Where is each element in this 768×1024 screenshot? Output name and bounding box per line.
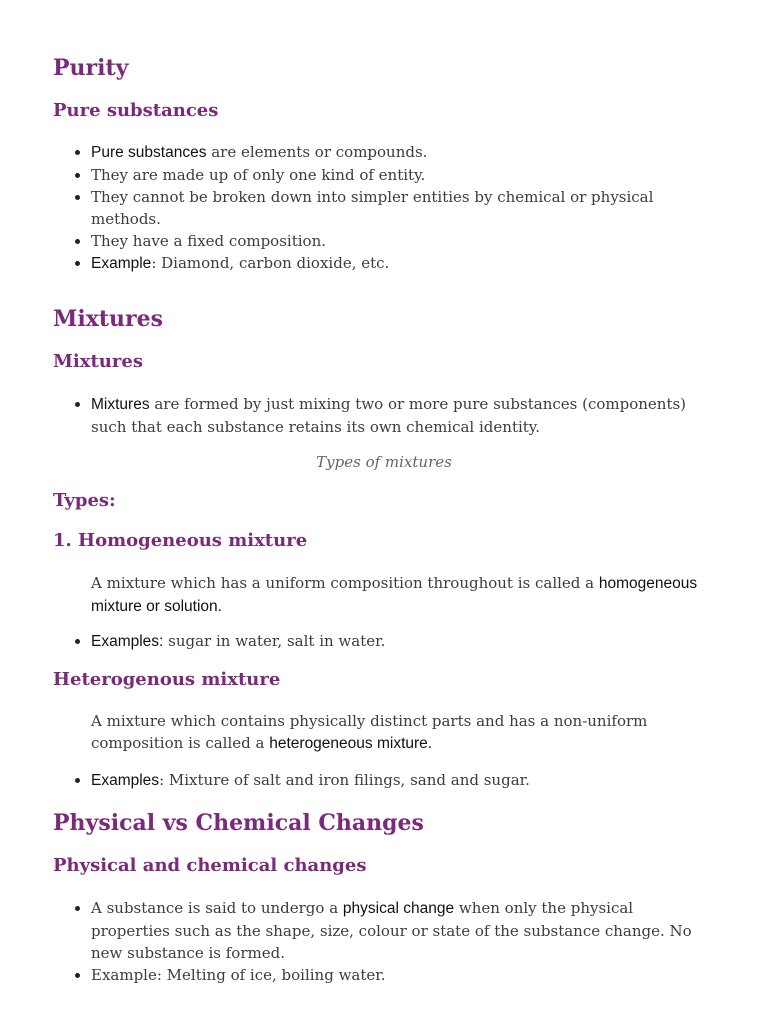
bold-term: homogeneous mixture or solution. — [91, 575, 698, 615]
bold-term: Examples: — [91, 633, 164, 650]
list-item — [91, 897, 716, 964]
item-text: They have a fixed composition. — [91, 232, 326, 250]
bold-term: Pure substances — [91, 144, 207, 161]
list-item — [91, 964, 716, 986]
heterogeneous-examples-list — [91, 769, 716, 792]
heterogeneous-definition — [91, 710, 716, 755]
subheading-heterogenous: Heterogenous mixture — [53, 669, 281, 690]
bold-term: physical change — [342, 900, 455, 917]
para-text: A mixture which has a uniform composition throughout is called a — [91, 574, 599, 592]
bold-term: heterogeneous mixture. — [269, 735, 433, 752]
changes-list — [91, 897, 716, 986]
item-text: Example: Melting of ice, boiling water. — [91, 966, 386, 984]
subheading-mixtures: Mixtures — [53, 351, 143, 372]
figure-caption: Types of mixtures — [316, 453, 452, 471]
list-item — [91, 393, 716, 438]
list-item — [91, 769, 716, 792]
subheading-pure-substances: Pure substances — [53, 100, 219, 121]
heading-mixtures: Mixtures — [53, 306, 163, 332]
subheading-types: Types: — [53, 490, 116, 511]
mixtures-list — [91, 393, 716, 438]
list-item — [91, 141, 716, 164]
bold-term: Example — [91, 255, 152, 272]
subheading-physical-chemical: Physical and chemical changes — [53, 855, 367, 876]
bold-term: Examples — [91, 772, 160, 789]
item-text: : Diamond, carbon dioxide, etc. — [151, 254, 390, 272]
list-item — [91, 164, 716, 186]
homogeneous-definition — [91, 572, 716, 618]
bold-term: Mixtures — [91, 396, 150, 413]
list-item — [91, 186, 716, 230]
para-text: A mixture which contains physically distinct parts and has a non-uniform composition is called a — [91, 712, 648, 752]
item-text: They cannot be broken down into simpler entities by chemical or physical methods. — [91, 188, 654, 228]
list-item — [91, 252, 716, 275]
item-text: are elements or compounds. — [206, 143, 428, 161]
item-text: They are made up of only one kind of entity. — [91, 166, 426, 184]
item-text: : Mixture of salt and iron filings, sand and sugar. — [159, 771, 530, 789]
heading-purity: Purity — [53, 55, 129, 81]
item-text: when only the physical properties such as the shape, size, colour or state of the substance change. No new substance is formed. — [91, 899, 692, 962]
homogeneous-examples-list — [91, 630, 716, 653]
list-item — [91, 230, 716, 252]
list-item — [91, 630, 716, 653]
item-text: A substance is said to undergo a — [91, 899, 343, 917]
pure-substances-list — [91, 141, 716, 275]
item-text: are formed by just mixing two or more pure substances (components) such that each substance retains its own chemical identity. — [91, 395, 687, 436]
heading-physical-vs-chemical: Physical vs Chemical Changes — [53, 810, 424, 836]
item-text: sugar in water, salt in water. — [163, 632, 386, 650]
subheading-homogeneous: 1. Homogeneous mixture — [53, 530, 308, 551]
